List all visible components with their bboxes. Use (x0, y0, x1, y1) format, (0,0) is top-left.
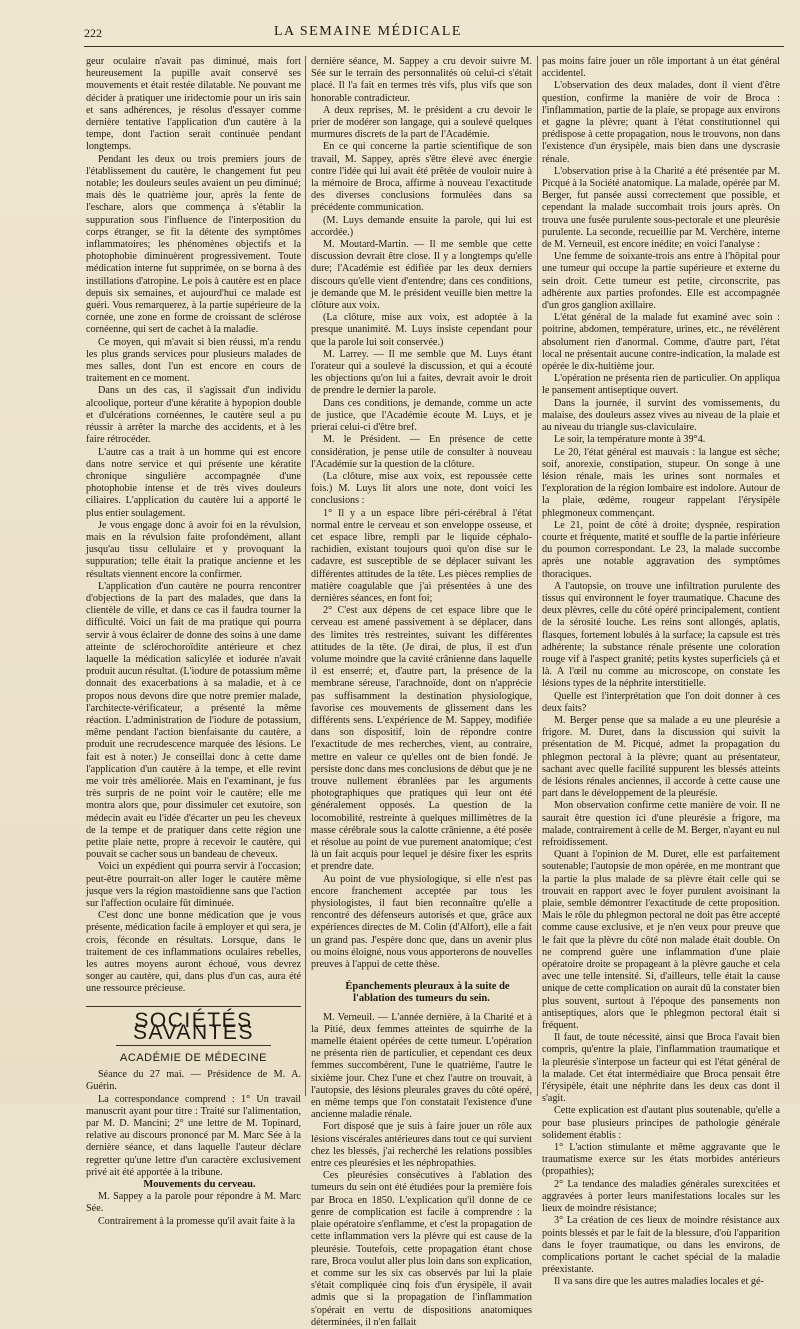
academie-heading: ACADÉMIE DE MÉDECINE (120, 1052, 267, 1065)
paragraph: C'est donc une bonne médication que je vous présente, médication facile à employer et qui sera, je crois, féconde en résultats. Lorsque, dans le traitement de ces inflammations oculaires rebelles, les autres moyens auront échoué, vous devrez songer au cautère, qui, dans plus d'un cas, aura été une ressource précieuse. (86, 910, 301, 995)
paragraph: 1° L'action stimulante et même aggravante que le traumatisme exerce sur les états morbides antérieurs (propathies); (542, 1142, 780, 1178)
paragraph: Le soir, la température monte à 39°4. (554, 434, 706, 446)
paragraph: (La clôture, mise aux voix, est adoptée à la presque unanimité. M. Luys insiste cependant pour que la parole lui soit conservée.) (311, 312, 532, 348)
paragraph: L'observation prise à la Charité a été présentée par M. Picqué à la Société anatomique. La malade, opérée par M. Berger, fut pansée aussi correctement que possible, et cependant la malade succombait trois jours après. On trouva une fusée purulente sous-pectorale et une pleurésie purulente. La seconde, recueillie par M. Verchère, interne de M. Verneuil, est encore inédite; en voici l'analyse : (542, 165, 780, 251)
paragraph: Il faut, de toute nécessité, ainsi que Broca l'avait bien compris, qu'entre la plaie, l'inflammation traumatique et la pleurésie s'interpose un facteur qui est l'état général de la malade. Cet état intermédiaire que Broca pensait être l'érysipèle, était une néphrite dans les deux cas dont il s'agit. (542, 1032, 780, 1105)
page-number: 222 (84, 26, 102, 40)
paragraph: Ce moyen, qui m'avait si bien réussi, m'a rendu les plus grands services pour plusieurs malades de mes salles, dont l'un est encore en cours de traitement en ce moment. (86, 336, 301, 385)
column-divider-2 (537, 56, 538, 1096)
paragraph: Je vous engage donc à avoir foi en la révulsion, mais en la révulsion faite profondément, allant jusqu'au tissu cellulaire et y provoquant la suppuration; telle était la pratique ancienne et les résultats viennent encore la confirmer. (86, 519, 301, 580)
title-rule (116, 1045, 271, 1046)
column-1 (86, 56, 301, 1227)
paragraph: geur oculaire n'avait pas diminué, mais fort heureusement la pupille avait conservé ses mouvements et était restée dilatable. Ne pouvant me décider à pratiquer une iridectomie pour un iris sain et sans adhérences, je résolus d'essayer comme dernière tentative l'application d'un cautère à la tempe, dont l'action serait continuée pendant longtemps. (86, 56, 301, 153)
paragraph: 1° Il y a un espace libre péri-cérébral à l'état normal entre le cerveau et son enveloppe osseuse, et cet espace libre, rempli par le liquide céphalo-rachidien, existant toujours quoi qu'on dise sur le cadavre, est susceptible de se déplacer suivant les différentes attitudes de la tête. Les pièces remplies de matière coagulable que j'ai présentées à une des dernières séances, en font foi; (311, 507, 532, 604)
paragraph: 3° La création de ces lieux de moindre résistance aux points blessés et par le fait de la blessure, d'où l'apparition dans le foyer traumatique, ou dans les environs, de complications portant le cachet spécial de la maladie préexistante. (542, 1215, 780, 1276)
paragraph: Dans la journée, il survint des vomissements, du malaise, des douleurs assez vives au niveau de la plaie et au niveau du triangle sus-claviculaire. (542, 397, 780, 434)
paragraph: L'application d'un cautère ne pourra rencontrer d'objections de la part des malades, que dans la clientèle de ville, et dans ce cas il faudra tourner la difficulté. Voici un fait de ma pratique qui pourra servir à vous éclairer de donne des soins à une dame atteinte de sclérochoroïdite antérieure et chez laquelle la médication salicylée et iodurée n'avait produit aucun résultat. (L'iodure de potassium même donnait des exacerbations à sa maladie, et à ce propos nous devons dire que notre premier malade, l'architecte-vérificateur, a présenté la même réaction. L'administration de l'iodure de potassium, même pendant l'action bienfaisante du cautère, a produit une recrudescence marquée des lésions. Le fait est à noter.) Je conseillai donc à cette dame l'application d'un cautère à la tempe, et elle revint me voir très améliorée. Mais en l'examinant, je fus très surpris de ne point voir le cautère; elle me montra alors que, pour dissimuler cet exutoire, son médecin avait eu l'idée d'écarter un peu les cheveux de la tempe et de pratiquer dans cette région une petite plaie nette, propre à recevoir le cautère, qui pouvait se cacher sous un bandeau de cheveux. (86, 580, 301, 861)
paragraph: M. Berger pense que sa malade a eu une pleurésie a frigore. M. Duret, dans la discussion qui suivit la présentation de M. Picqué, admet la propagation du phlegmon pectoral à la plèvre; quant au présentateur, sachant avec quelle facilité suppurent les blessés atteints de lésions rénales anciennes, il accorde à cette cause une part dans le développement de la pleurésie. (542, 714, 780, 800)
paragraph: Pendant les deux ou trois premiers jours de l'établissement du cautère, le changement fut peu notable; les douleurs seules avaient un peu diminué; mais dès le quatrième jour, après la fente de l'eschare, alors que commença à s'établir la suppuration sous l'influence de l'interposition du corps étranger, se fit la détente des symptômes inflammatoires; les phénomènes objectifs et la photophobie diminuèrent progressivement. Toute médication interne fut supprimée, on se borna à des instillations d'atropine. Le pois à cautère est en place depuis six semaines, et aujourd'hui ce malade est guéri. Vous remarquerez, à la partie supérieure de la cornée, une zone en forme de croissant de sclérose cornéenne, qui sert de cachet à la maladie. (86, 153, 301, 336)
paragraph: Le 21, point de côté à droite; dyspnée, respiration courte et fréquente, matité et souffle de la partie inférieure du poumon correspondant. Le 23, la malade succombe après une notable aggravation des symptômes thoraciques. (542, 519, 780, 580)
paragraph: 2° C'est aux dépens de cet espace libre que le cerveau est amené passivement à se déplacer, dans des limites très restreintes, suivant les différentes attitudes de la tête. (Je dirai, de plus, il est d'un volume moindre que la cavité crânienne dans laquelle il est enserré; et, d'autre part, la présence de la membrane séreuse, l'arachnoïde, dont on n'apprécie pas suffisamment la destination physiologique, favorise ces mouvements de glissement dans les différents sens. L'expérience de M. Sappey, modifiée dans son dispositif, loin de répondre contre l'exactitude de mes recherches, vient, au contraire, mettre en valeur ce qu'elles ont de bien fondé. Je persiste donc dans mes conclusions de début que je ne trouve nullement ébranlées par les arguments photographiques que pratiques qui leur ont été généralement opposés. La question de la locomobilité, restreinte à quelques millimètres de la masse cérébrale sous la calotte crânienne, a été posée et résolue au point de vue purement anatomique; c'est là un fait acquis pour lequel je désire fixer les esprits et prendre date. (311, 605, 532, 873)
paragraph: Quant à l'opinion de M. Duret, elle est parfaitement soutenable; l'autopsie de mon opérée, en me montrant que la partie la plus malade de sa plèvre était celle qui se trouvait en rapport avec le foyer purulent avoisinant la plaie, semble démontrer l'exactitude de cette proposition. Mais le rôle du phlegmon pectoral ne doit pas être accepté comme cause exclusive, et je n'en veux pour preuve que le fait que la plèvre du côté non malade était double. On ne comprend guère une inflammation d'une plaie opératoire droite se propageant à la plèvre gauche et cela avec une telle intensité. Si, d'ailleurs, telle était la cause unique de cette complication on aurait dû la constater bien plus souvent, surtout à l'époque des pansements non antiseptiques, alors que le phlegmon pectoral était si fréquent. (542, 849, 780, 1032)
paragraph: dernière séance, M. Sappey a cru devoir suivre M. Sée sur le terrain des personnalités où celui-ci s'était placé. Il l'a fait en termes très vifs, plus vifs que son honorable contradicteur. (311, 56, 532, 104)
paragraph: L'observation des deux malades, dont il vient d'être question, confirme la manière de voir de Broca : l'inflammation, partie de la plaie, se propage aux environs et gagne la plèvre; quant à l'état constitutionnel qui prédispose à cette propagation, nous le trouvons, non dans l'existence d'un érysipèle, mais bien dans une dyscrasie rénale. (542, 80, 780, 165)
paragraph: Quelle est l'interprétation que l'on doit donner à ces deux faits? (542, 690, 780, 714)
paragraph: Dans ces conditions, je demande, comme un acte de justice, que l'Académie écoute M. Luys, et je prierai celui-ci d'être bref. (311, 397, 532, 434)
paragraph: A l'autopsie, on trouve une infiltration purulente des tissus qui environnent le foyer traumatique. Chacune des deux plèvres, celle du côté opéré principalement, contient de la sérosité louche. Les reins sont allongés, aplatis, flasques, fortement lobulés à la surface; la capsule est très adhérente; la substance rénale présente une coloration rouge vif à l'aspect granité; petits kystes superficiels çà et là. A l'œil nu comme au microscope, on constate les lésions types de la néphrite interstitielle. (542, 580, 780, 690)
paragraph: (La clôture, mise aux voix, est repoussée cette fois.) M. Luys lit alors une note, dont voici les conclusions : (311, 470, 532, 507)
paragraph: (M. Luys demande ensuite la parole, qui lui est accordée.) (311, 214, 532, 238)
seance-line: Séance du 27 mai. — Présidence de M. A. Guérin. (86, 1069, 301, 1093)
subheading: Épanchements pleuraux à la suite de l'ablation des tumeurs du sein. (345, 981, 510, 1005)
paragraph: 2° La tendance des maladies générales surexcitées et aggravées à porter leurs manifestations locales sur les lieux de moindre résistance; (542, 1178, 780, 1215)
paragraph: Dans un des cas, il s'agissait d'un individu alcoolique, porteur d'une kératite à hypopion double et d'ulcérations cornéennes, le cautère seul a pu réussir à arrêter la marche des accidents, et à les faire rétrocéder. (86, 385, 301, 446)
paragraph: L'état général de la malade fut examiné avec soin : poitrine, abdomen, température, urines, etc., ne révélèrent absolument rien d'anormal. Comme, d'autre part, l'état local ne présentait aucune contre-indication, la malade est opérée le dix-huitième jour. (542, 312, 780, 373)
paragraph: M. Verneuil. — L'année dernière, à la Charité et à la Pitié, deux femmes atteintes de squirrhe de la mamelle étaient opérées de cette tumeur. L'opération ne présenta rien de particulier, et cependant ces deux femmes succombèrent, l'une le quatrième, l'autre le sixième jour. Chez l'une et chez l'autre on trouvait, à l'autopsie, des lésions pleurales graves du côté opéré, en même temps que l'on constatait l'existence d'une ancienne maladie rénale. (311, 1011, 532, 1121)
column-3 (542, 56, 780, 1288)
paragraph: Mon observation confirme cette manière de voir. Il ne saurait être question ici d'une pleurésie a frigore, ma malade, contrairement à celle de M. Berger, n'ayant eu nul refroidissement. (542, 800, 780, 848)
paragraph: M. Larrey. — Il me semble que M. Luys étant l'orateur qui a soulevé la discussion, et qui a écouté les objections qu'on lui a faites, devrait avoir le droit de prendre le dernier la parole. (311, 348, 532, 397)
column-divider-1 (305, 56, 306, 1096)
paragraph: Cette explication est d'autant plus soutenable, qu'elle a pour base plusieurs principes de pathologie générale solidement établis : (542, 1105, 780, 1141)
paragraph: Fort disposé que je suis à faire jouer un rôle aux lésions viscérales antérieures dans tout ce qui survient chez les blessés, j'ai recherché les relations possibles entre ces pleurésies et les néphropathies. (311, 1121, 532, 1170)
column-2 (311, 56, 532, 1328)
societes-savantes-section (86, 1006, 301, 1228)
paragraph: M. Moutard-Martin. — Il me semble que cette discussion devrait être close. Il y a longtemps qu'elle dure; l'Académie est édifiée par les deux derniers discours qu'elle vient d'entendre; dans ces conditions, je demande que M. le président veuille bien mettre la clôture aux voix. (311, 239, 532, 312)
paragraph: En ce qui concerne la partie scientifique de son travail, M. Sappey, après s'être élevé avec énergie contre l'idée qui lui avait été prêtée de vouloir nuire à la mémoire de Broca, affirme à nouveau l'exactitude des diverses conclusions formulées dans sa précédente communication. (311, 141, 532, 214)
paragraph: L'opération ne présenta rien de particulier. On appliqua le pansement antiseptique ouvert. (542, 373, 780, 397)
paragraph: Il va sans dire que les autres maladies locales et gé- (554, 1276, 764, 1288)
paragraph: Une femme de soixante-trois ans entre à l'hôpital pour une tumeur qui occupe la partie supérieure et externe du sein droit. Cette tumeur est petite, circonscrite, pas adhérente aux parties profondes. Elle est accompagnée d'un gros ganglion axillaire. (542, 251, 780, 312)
paragraph: L'autre cas a trait à un homme qui est encore dans notre service et qui présente une kératite chronique singulière accompagnée d'une photophobie intense et de très vives douleurs ciliaires. L'application du cautère lui a apporté le plus entier soulagement. (86, 446, 301, 519)
paragraph: M. le Président. — En présence de cette considération, je pense utile de consulter à nouveau l'Académie sur la question de la clôture. (311, 434, 532, 470)
page-header (84, 6, 784, 47)
paragraph: Au point de vue physiologique, si elle n'est pas encore franchement acceptée par tous les physiologistes, il faut bien reconnaître qu'elle a rencontré des défenseurs autorisés et que, grâce aux expériences directes de M. Colin (d'Alfort), elle a fait un grand pas. J'espère donc que, dans un avenir plus ou moins éloigné, nous vous apporterons de nouvelles preuves à l'appui de cette thèse. (311, 873, 532, 971)
paragraph: M. Sappey a la parole pour répondre à M. Marc Sée. (86, 1191, 301, 1215)
paragraph: Le 20, l'état général est mauvais : la langue est sèche; soif, anorexie, constipation, stupeur. On songe à une lésion rénale, mais les urines sont normales et l'exploration de la région lombaire est indolore. Autour de la plaie, œdème, rougeur rappelant l'érysipèle phlegmoneux commençant. (542, 446, 780, 519)
paragraph: A deux reprises, M. le président a cru devoir le prier de modérer son langage, qui a soulevé quelques murmures discrets de la part de l'Académie. (311, 104, 532, 141)
paragraph: pas moins faire jouer un rôle important à un état général accidentel. (542, 56, 780, 80)
paragraph: Ces pleurésies consécutives à l'ablation des tumeurs du sein ont été étudiées pour la première fois par Broca en 1850. L'explication qu'il donne de ce genre de complication est facile à comprendre : la plaie opératoire s'enflamme, et c'est la propagation de cette inflammation vers la plèvre qui est cause de la pleurésie. Toutefois, cette propagation étant chose rare, Broca voulut aller plus loin dans son explication, et comme sur les six cas observés par lui la plaie s'était compliquée cinq fois d'un érysipèle, il avait admis que si la propagation de l'inflammation s'opérait en vertu de dispositions anatomiques déterminées, il n'en fallait (311, 1170, 532, 1328)
paragraph: Contrairement à la promesse qu'il avait faite à la (98, 1215, 296, 1227)
section-title: SOCIÉTÉS SAVANTES (133, 1008, 254, 1044)
subheading: Mouvements du cerveau. (143, 1179, 256, 1191)
running-title: LA SEMAINE MÉDICALE (274, 24, 462, 39)
paragraph: Voici un expédient qui pourra servir à l'occasion; peut-être pourrait-on aller loger le cautère même jusque vers la région mastoïdienne sans que l'action sur l'affection oculaire fût diminuée. (86, 861, 301, 910)
correspondance-paragraph: La correspondance comprend : 1° Un travail manuscrit ayant pour titre : Traité sur l'alimentation, par M. D. Mancini; 2° une lettre de M. Topinard, relative au discours prononcé par M. Marc Sée à la dernière séance, et dans laquelle l'auteur déclare regretter qu'une lettre d'un caractère exclusivement privé ait été apportée à la tribune. (86, 1093, 301, 1178)
